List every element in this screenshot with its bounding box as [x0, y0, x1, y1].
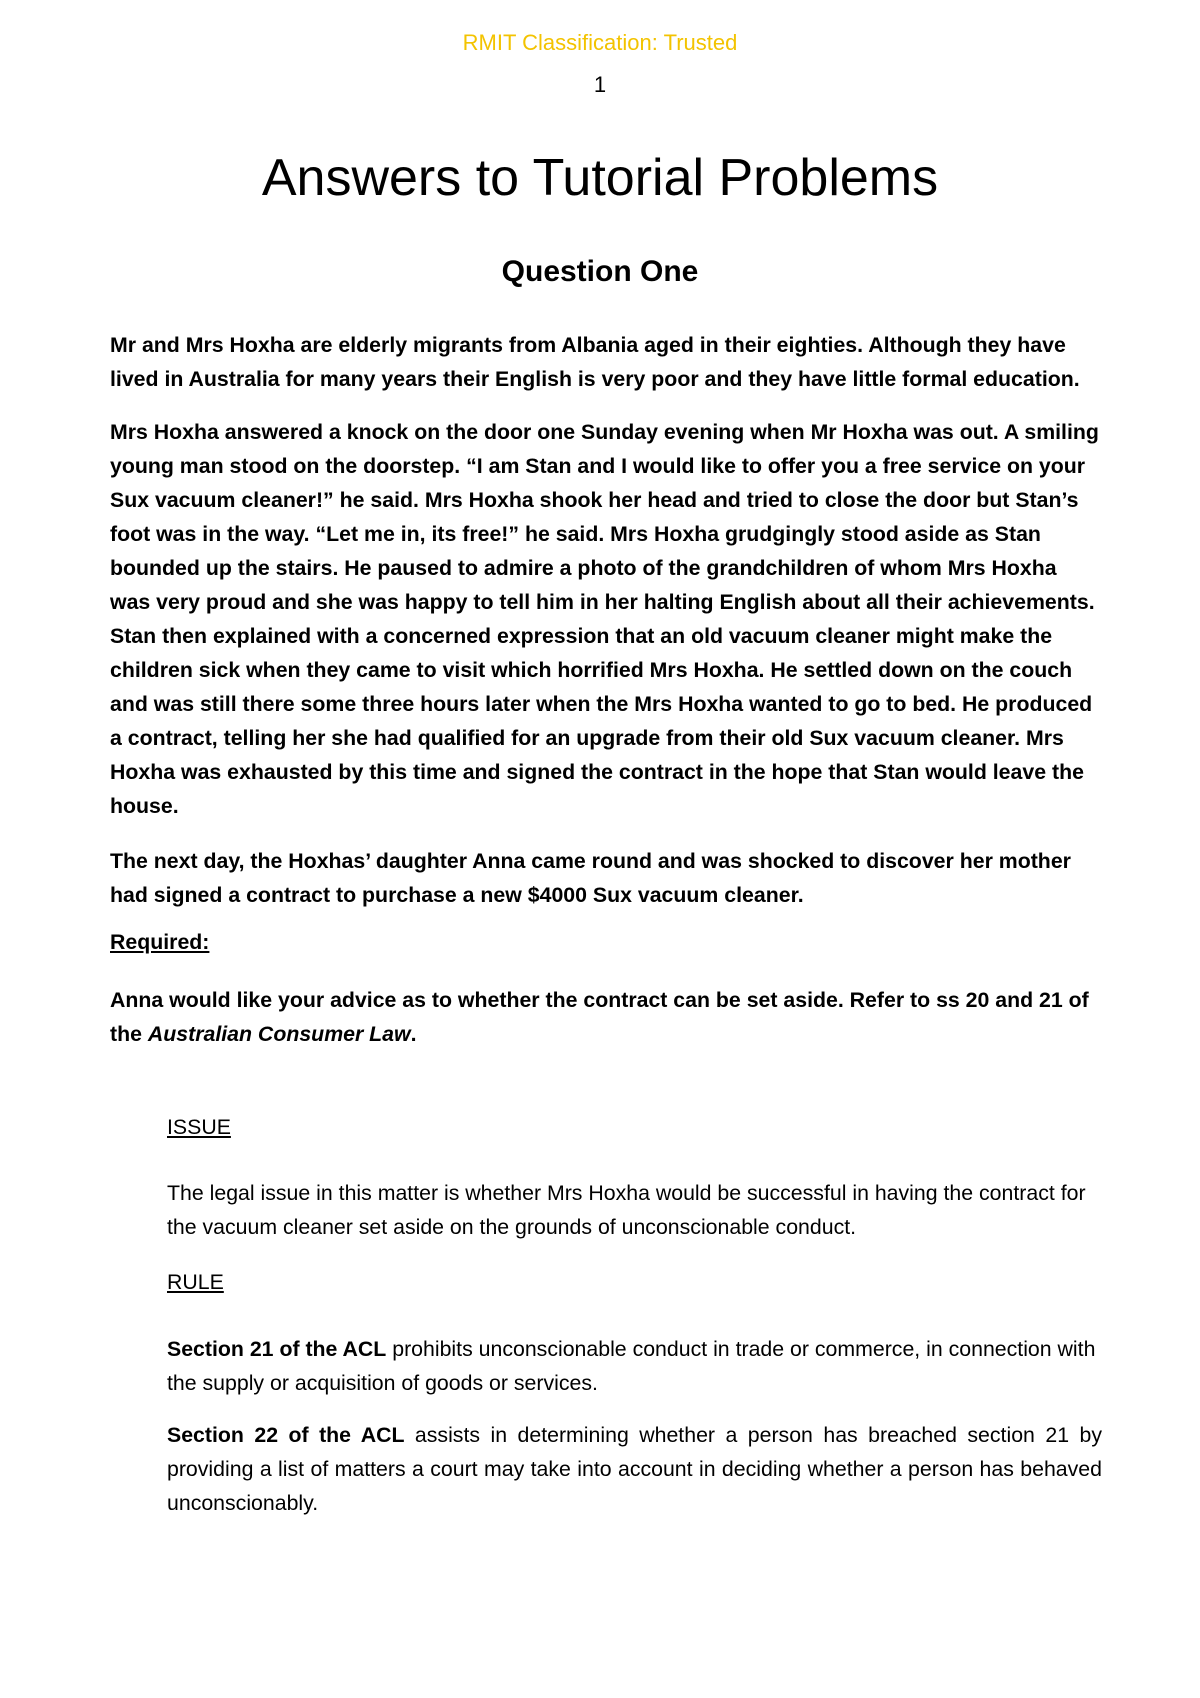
- section-22-text: assists in determining whether a person has breached section 21 by providing a list of matters a court may take into account in deciding whether a person has behaved unconscionably.: [167, 1423, 1102, 1515]
- issue-paragraph: The legal issue in this matter is whether Mrs Hoxha would be successful in having the contract for the vacuum cleaner set aside on the grounds of unconscionable conduct.: [167, 1181, 1086, 1239]
- page-number: 1: [593, 72, 607, 97]
- section-21-paragraph: [167, 1332, 1102, 1400]
- section-22-paragraph: [167, 1418, 1102, 1520]
- section-21-text: prohibits unconscionable conduct in trade or commerce, in connection with the supply or acquisition of goods or services.: [167, 1337, 1096, 1395]
- rule-heading: RULE: [167, 1270, 224, 1294]
- required-text: Anna would like your advice as to whether the contract can be set aside. Refer to ss 20 and 21 of the: [110, 988, 1089, 1046]
- facts-story-paragraph: Mrs Hoxha answered a knock on the door one Sunday evening when Mr Hoxha was out. A smiling young man stood on the doorstep. “I am Stan and I would like to offer you a free service on your Sux vacuum cleaner!” he said. Mrs Hoxha shook her head and tried to close the door but Stan’s foot was in the way. “Let me in, its free!” he said. Mrs Hoxha grudgingly stood aside as Stan bounded up the stairs. He paused to admire a photo of the grandchildren of whom Mrs Hoxha was very proud and she was happy to tell him in her halting English about all their achievements. Stan then explained with a concerned expression that an old vacuum cleaner might make the children sick when they came to visit which horrified Mrs Hoxha. He settled down on the couch and was still there some three hours later when the Mrs Hoxha wanted to go to bed. He produced a contract, telling her she had qualified for an upgrade from their old Sux vacuum cleaner. Mrs Hoxha was exhausted by this time and signed the contract in the hope that Stan would leave the house.: [110, 420, 1099, 818]
- facts-intro-paragraph: Mr and Mrs Hoxha are elderly migrants from Albania aged in their eighties. Although they have lived in Australia for many years their English is very poor and they have little formal education.: [110, 333, 1080, 391]
- section-22-label: Section 22 of the ACL: [167, 1423, 405, 1447]
- classification-label: RMIT Classification: Trusted: [462, 30, 738, 55]
- required-heading: Required:: [110, 930, 210, 954]
- issue-heading: ISSUE: [167, 1115, 231, 1139]
- act-name: Australian Consumer Law: [147, 1022, 411, 1046]
- required-question: [110, 983, 1100, 1051]
- page-title: Answers to Tutorial Problems: [261, 149, 939, 207]
- facts-next-day-paragraph: The next day, the Hoxhas’ daughter Anna came round and was shocked to discover her mother had signed a contract to purchase a new $4000 Sux vacuum cleaner.: [110, 849, 1071, 907]
- question-heading: Question One: [501, 255, 699, 288]
- required-text-end: .: [410, 1022, 417, 1046]
- section-21-label: Section 21 of the ACL: [167, 1337, 387, 1361]
